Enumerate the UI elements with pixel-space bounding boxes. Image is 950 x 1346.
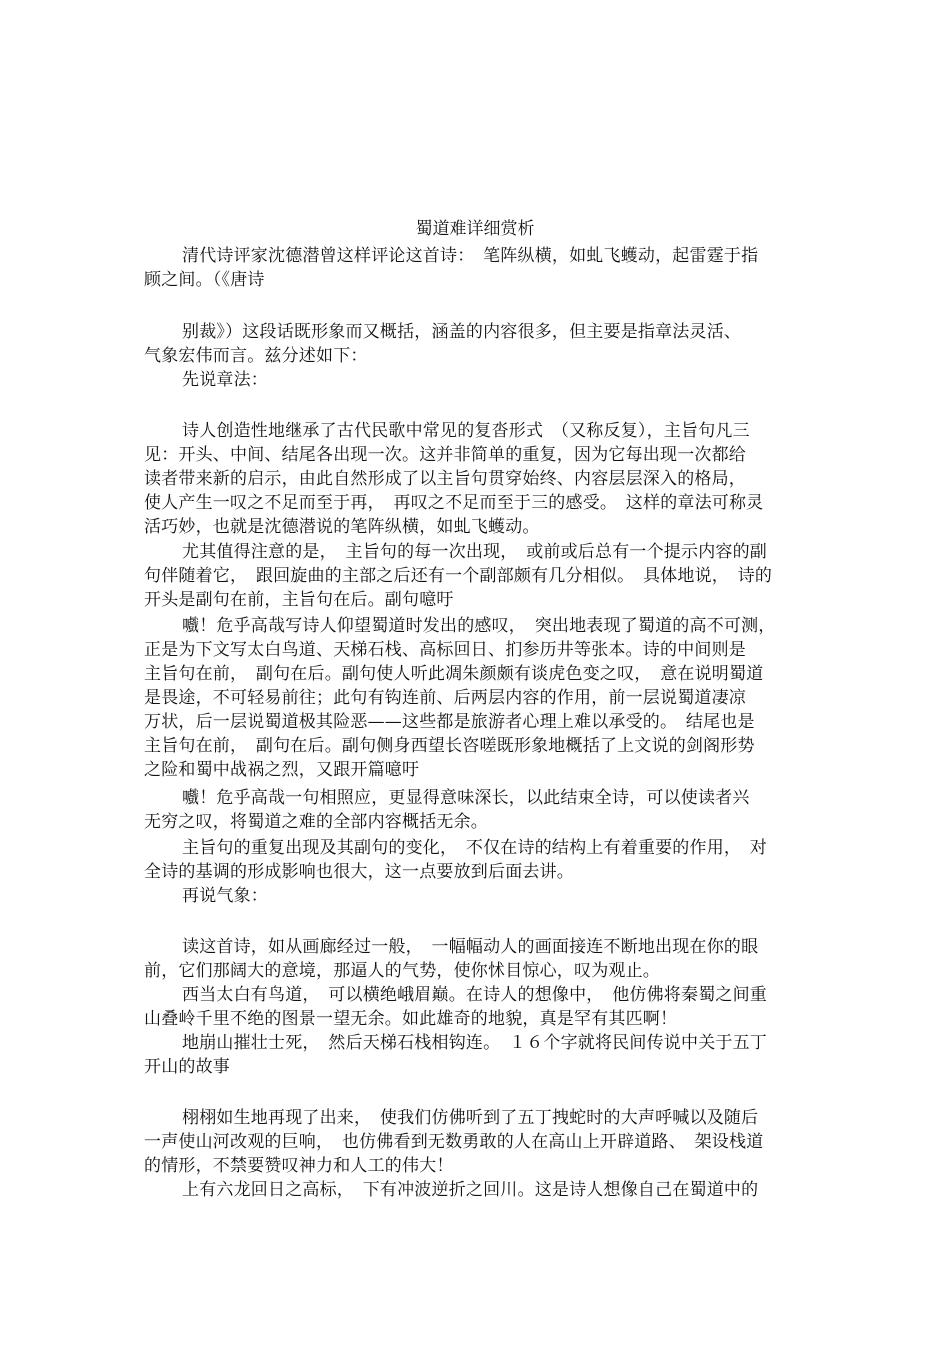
paragraph-line: 西当太白有鸟道， 可以横绝峨眉巅。在诗人的想像中， 他仿佛将秦蜀之间重 (182, 985, 767, 1005)
paragraph-line: 嚱！危乎高哉一句相照应，更显得意味深长，以此结束全诗，可以使读者兴 (182, 788, 750, 808)
paragraph-line: 使人产生一叹之不足而至于再， 再叹之不足而至于三的感受。 这样的章法可称灵 (144, 493, 764, 513)
paragraph-line: 前，它们那阔大的意境，那逼人的气势，使你怵目惊心，叹为观止。 (144, 961, 660, 981)
paragraph-line: 上有六龙回日之高标， 下有冲波逆折之回川。这是诗人想像自己在蜀道中的 (182, 1180, 759, 1200)
paragraph-line: 地崩山摧壮士死， 然后天梯石栈相钩连。 １６个字就将民间传说中关于五丁 (182, 1033, 767, 1053)
document-title: 蜀道难详细赏析 (415, 219, 535, 239)
paragraph-line: 栩栩如生地再现了出来， 使我们仿佛听到了五丁拽蛇时的大声呼喊以及随后 (182, 1108, 759, 1128)
paragraph-line: 读者带来新的启示，由此自然形成了以主旨句贯穿始终、内容层层深入的格局， (144, 469, 746, 489)
paragraph-line: 诗人创造性地继承了古代民歌中常见的复沓形式 （又称反复），主旨句凡三 (182, 421, 750, 441)
paragraph-line: 别裁》）这段话既形象而又概括，涵盖的内容很多，但主要是指章法灵活、 (182, 322, 742, 342)
paragraph-line: 万状，后一层说蜀道极其险恶——这些都是旅游者心理上难以承受的。 结尾也是 (144, 712, 755, 732)
paragraph-line: 尤其值得注意的是， 主旨句的每一次出现， 或前或后总有一个提示内容的副 (182, 542, 767, 562)
paragraph-line: 主旨句在前， 副句在后。副句使人听此凋朱颜颇有谈虎色变之叹， 意在说明蜀道 (144, 664, 764, 684)
paragraph-line: 句伴随着它， 跟回旋曲的主部之后还有一个副部颇有几分相似。 具体地说， 诗的 (144, 566, 773, 586)
paragraph-line: 见：开头、中间、结尾各出现一次。这并非简单的重复，因为它每出现一次都给 (144, 445, 746, 465)
paragraph-line: 的情形，不禁要赞叹神力和人工的伟大！ (144, 1156, 454, 1176)
paragraph-line: 嚱！危乎高哉写诗人仰望蜀道时发出的感叹， 突出地表现了蜀道的高不可测， (182, 616, 776, 636)
paragraph-line: 一声使山河改观的巨响， 也仿佛看到无数勇敢的人在高山上开辟道路、 架设栈道 (144, 1132, 764, 1152)
paragraph-line: 开头是副句在前，主旨句在后。副句噫吁 (144, 590, 454, 610)
paragraph-line: 读这首诗，如从画廊经过一般， 一幅幅动人的画面接连不断地出现在你的眼 (182, 937, 759, 957)
paragraph-line: 清代诗评家沈德潜曾这样评论这首诗： 笔阵纵横，如虬飞蠖动，起雷霆于指 (182, 246, 759, 266)
paragraph-line: 主旨句的重复出现及其副句的变化， 不仅在诗的结构上有着重要的作用， 对 (182, 838, 767, 858)
paragraph-line: 是畏途，不可轻易前往；此句有钩连前、后两层内容的作用，前一层说蜀道凄凉 (144, 688, 746, 708)
paragraph-line: 全诗的基调的形成影响也很大，这一点要放到后面去讲。 (144, 862, 574, 882)
paragraph-line: 无穷之叹，将蜀道之难的全部内容概括无余。 (144, 812, 488, 832)
paragraph-line: 顾之间。（《唐诗 (144, 270, 265, 290)
section-heading: 再说气象： (182, 886, 268, 906)
paragraph-line: 之险和蜀中战祸之烈，又跟开篇噫吁 (144, 760, 420, 780)
paragraph-line: 山叠岭千里不绝的图景一望无余。如此雄奇的地貌，真是罕有其匹啊！ (144, 1009, 678, 1029)
paragraph-line: 开山的故事 (144, 1057, 230, 1077)
paragraph-line: 正是为下文写太白鸟道、天梯石栈、高标回日、扪参历井等张本。诗的中间则是 (144, 640, 746, 660)
paragraph-line: 活巧妙，也就是沈德潜说的笔阵纵横，如虬飞蠖动。 (144, 517, 540, 537)
paragraph-line: 气象宏伟而言。兹分述如下： (144, 346, 368, 366)
paragraph-line: 主旨句在前， 副句在后。副句侧身西望长咨嗟既形象地概括了上文说的剑阁形势 (144, 736, 755, 756)
section-heading: 先说章法： (182, 370, 268, 390)
